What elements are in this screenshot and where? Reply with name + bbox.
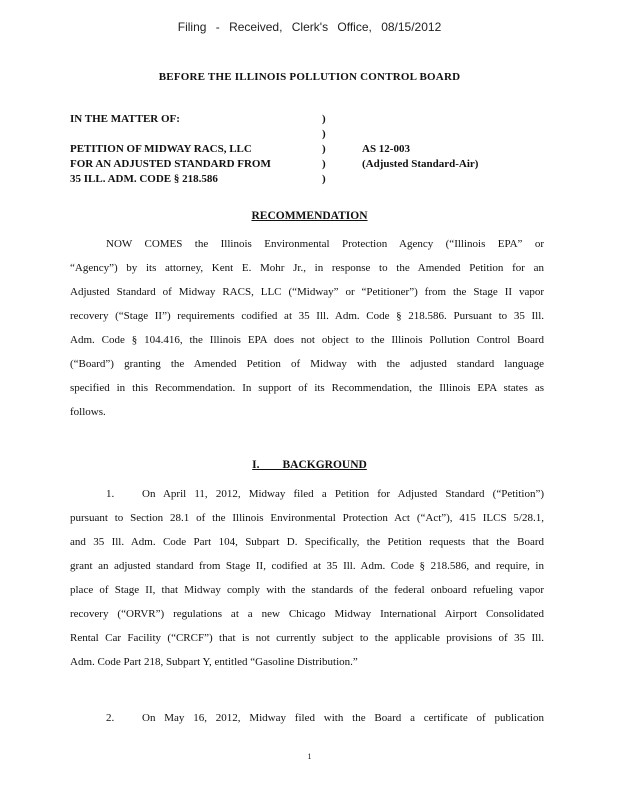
- paragraph-line-text: On May 16, 2012, Midway filed with the Board a certificate of publication: [142, 712, 544, 724]
- paragraph-line-text: On April 11, 2012, Midway filed a Petition for Adjusted Standard (“Petition”): [142, 488, 544, 500]
- caption-paren: ): [322, 143, 326, 155]
- section-heading-text: I. BACKGROUND: [252, 459, 367, 471]
- paragraph-line: specified in this Recommendation. In support of its Recommendation, the Illinois EPA states as: [70, 382, 544, 394]
- recommendation-heading: [0, 210, 619, 222]
- caption-right: (Adjusted Standard-Air): [362, 158, 479, 170]
- paragraph-number: 1.: [106, 488, 115, 500]
- caption-right: AS 12-003: [362, 143, 410, 155]
- filing-stamp: Filing - Received, Clerk's Office, 08/15/2012: [177, 20, 442, 34]
- paragraph-line: NOW COMES the Illinois Environmental Protection Agency (“Illinois EPA” or: [106, 238, 544, 250]
- paragraph-line: “Agency”) by its attorney, Kent E. Mohr Jr., in response to the Amended Petition for an: [70, 262, 544, 274]
- caption-paren: ): [322, 128, 326, 140]
- paragraph-line: Adm. Code § 104.416, the Illinois EPA does not object to the Illinois Pollution Control Board: [70, 334, 544, 346]
- recommendation-heading-text: RECOMMENDATION: [251, 210, 368, 222]
- caption-left: PETITION OF MIDWAY RACS, LLC: [70, 143, 252, 155]
- case-caption: [70, 112, 550, 187]
- paragraph-number: 2.: [106, 712, 115, 724]
- paragraph-line: recovery (“ORVR”) regulations at a new Chicago Midway International Airport Consolidated: [70, 608, 544, 620]
- caption-left: [70, 127, 322, 142]
- paragraph-line: Adm. Code Part 218, Subpart Y, entitled “Gasoline Distribution.”: [70, 656, 358, 668]
- paragraph-line: recovery (“Stage II”) requirements codified at 35 Ill. Adm. Code § 218.586. Pursuant to 35 Ill.: [70, 310, 544, 322]
- paragraph-2: [70, 706, 544, 730]
- caption-paren: ): [322, 158, 326, 170]
- paragraph-line: and 35 Ill. Adm. Code Part 104, Subpart D. Specifically, the Petition requests that the Board: [70, 536, 544, 548]
- paragraph-line: [70, 706, 544, 730]
- paragraph-line: [70, 482, 544, 506]
- caption-left: 35 ILL. ADM. CODE § 218.586: [70, 173, 218, 185]
- intro-paragraph: [70, 232, 544, 424]
- caption-paren: ): [322, 173, 326, 185]
- section-heading: [0, 459, 619, 471]
- paragraph-1: [70, 482, 544, 674]
- caption-paren: ): [322, 113, 326, 125]
- caption-left: FOR AN ADJUSTED STANDARD FROM: [70, 158, 271, 170]
- paragraph-line: grant an adjusted standard from Stage II, codified at 35 Ill. Adm. Code § 218.586, and require, in: [70, 560, 544, 572]
- paragraph-line: pursuant to Section 28.1 of the Illinois Environmental Protection Act (“Act”), 415 ILCS 5/28.1,: [70, 512, 544, 524]
- paragraph-line: (“Board”) granting the Amended Petition of Midway with the adjusted standard language: [70, 358, 544, 370]
- paragraph-line: follows.: [70, 406, 106, 418]
- paragraph-line: Rental Car Facility (“CRCF”) that is not currently subject to the applicable provisions of 35 Ill.: [70, 632, 544, 644]
- caption-left: IN THE MATTER OF:: [70, 113, 180, 125]
- paragraph-line: Adjusted Standard of Midway RACS, LLC (“Midway” or “Petitioner”) from the Stage II vapor: [70, 286, 544, 298]
- board-title: BEFORE THE ILLINOIS POLLUTION CONTROL BOARD: [158, 71, 461, 83]
- page-number: 1: [307, 752, 312, 761]
- paragraph-line: place of Stage II, that Midway comply with the standards of the federal onboard refueling vapor: [70, 584, 544, 596]
